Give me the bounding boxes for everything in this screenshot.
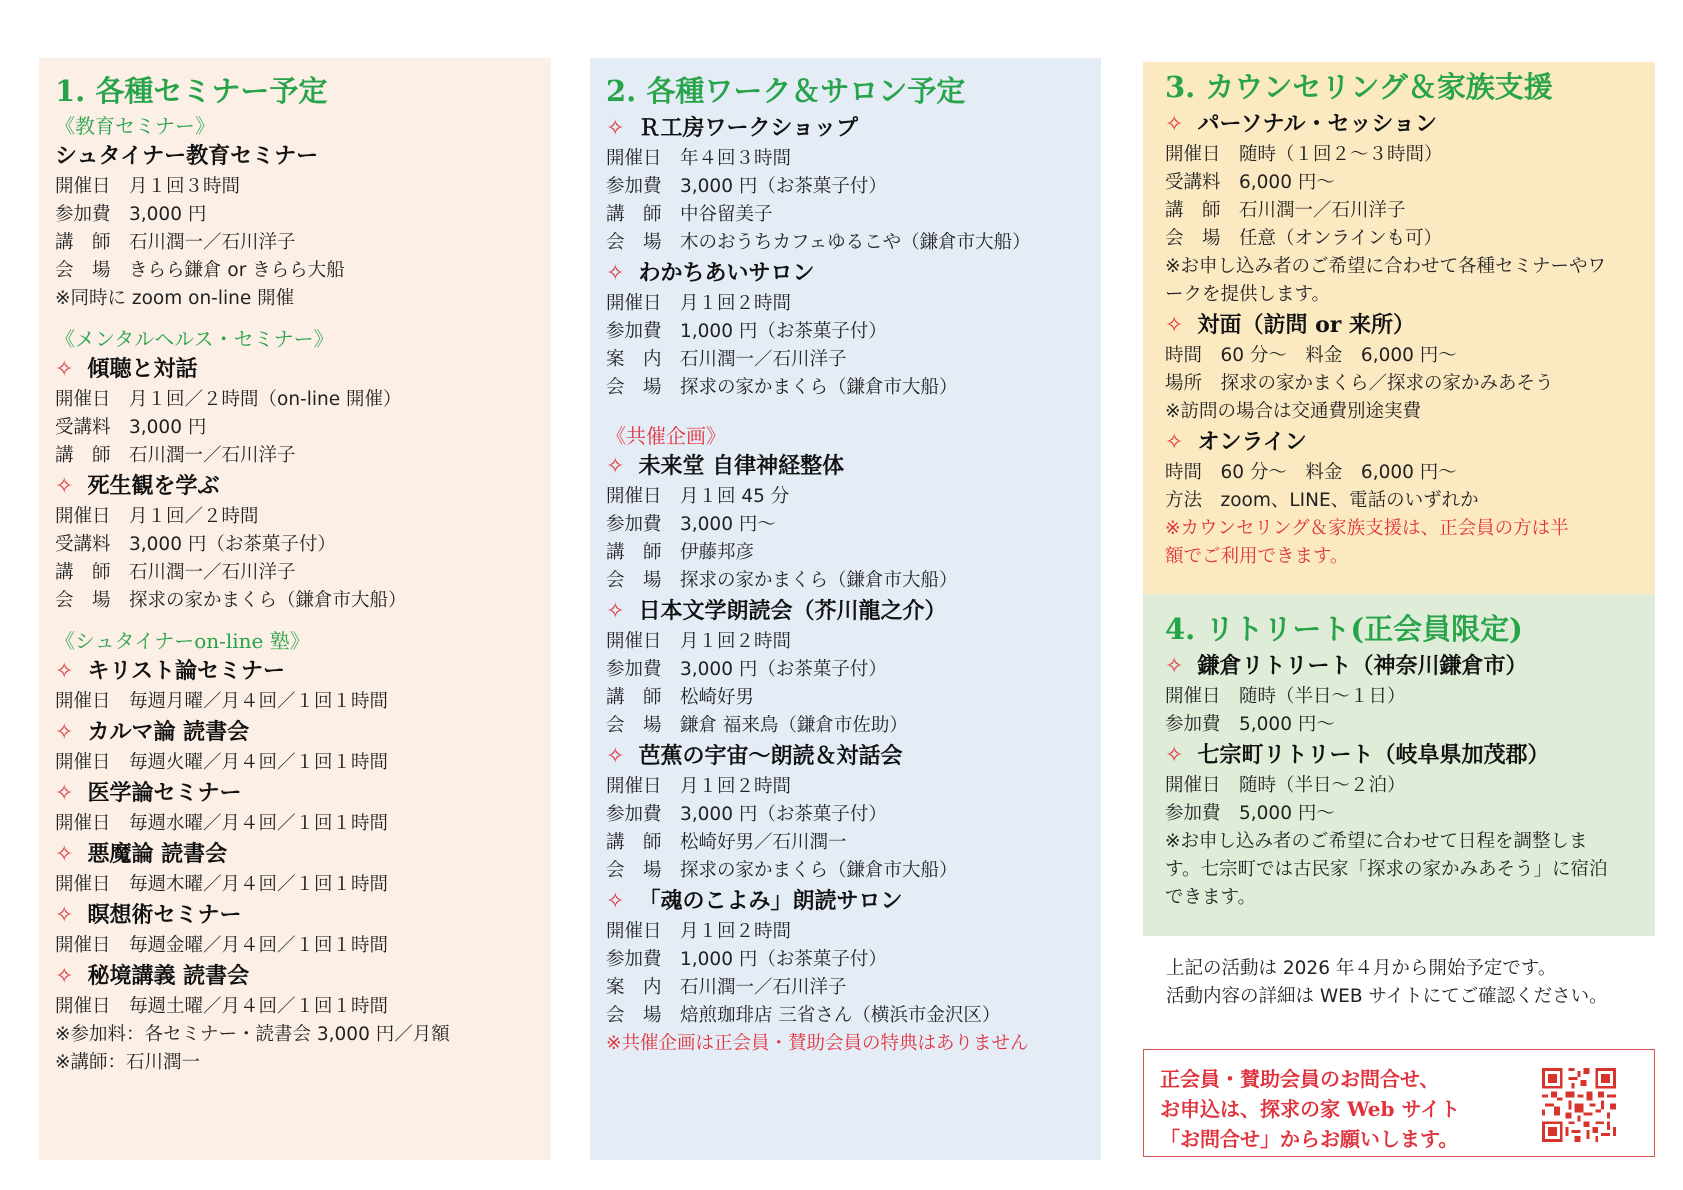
detail-line: 開催日 月１回２時間	[606, 776, 792, 797]
event-title: ✧ 死生観を学ぶ	[55, 473, 220, 499]
event-title: ✧ 瞑想術セミナー	[55, 902, 242, 928]
section-heading: 4. リトリート(正会員限定)	[1165, 612, 1523, 646]
detail-line: 会 場 焙煎珈琲店 三省さん（横浜市金沢区）	[606, 1005, 1001, 1026]
event-title: ✧ 悪魔論 読書会	[55, 841, 228, 867]
detail-line: できます。	[1165, 887, 1257, 908]
detail-line: 案 内 石川潤一／石川洋子	[606, 349, 847, 370]
detail-line: 講 師 伊藤邦彦	[606, 542, 755, 563]
detail-line: 開催日 月１回／２時間（on-line 開催）	[55, 389, 402, 410]
event-title: ✧ 鎌倉リトリート（神奈川鎌倉市）	[1165, 653, 1528, 679]
detail-line: 開催日 毎週火曜／月４回／１回１時間	[55, 752, 389, 773]
detail-line: ※お申し込み者のご希望に合わせて各種セミナーやワ	[1165, 256, 1607, 277]
detail-line: 開催日 毎週木曜／月４回／１回１時間	[55, 874, 389, 895]
detail-line: 参加費 3,000 円（お茶菓子付）	[606, 659, 887, 680]
detail-line: 開催日 毎週金曜／月４回／１回１時間	[55, 935, 389, 956]
sparkle-bullet-icon: ✧	[55, 964, 74, 989]
sparkle-bullet-icon: ✧	[1165, 743, 1184, 768]
sparkle-bullet-icon: ✧	[1165, 313, 1184, 338]
sparkle-bullet-icon: ✧	[55, 357, 74, 382]
detail-line: 講 師 石川潤一／石川洋子	[1165, 200, 1406, 221]
event-title: ✧ 未来堂 自律神経整体	[606, 453, 845, 479]
detail-line: 開催日 毎週月曜／月４回／１回１時間	[55, 691, 389, 712]
sparkle-bullet-icon: ✧	[606, 261, 625, 286]
detail-line: 会 場 きらら鎌倉 or きらら大船	[55, 260, 345, 281]
sparkle-bullet-icon: ✧	[606, 116, 625, 141]
detail-line: 開催日 月１回２時間	[606, 631, 792, 652]
sparkle-bullet-icon: ✧	[606, 889, 625, 914]
detail-line: 受講料 3,000 円（お茶菓子付）	[55, 534, 336, 555]
detail-line: 開催日 月１回２時間	[606, 293, 792, 314]
detail-line: 参加費 5,000 円～	[1165, 714, 1335, 735]
contact-line: お申込は、探求の家 Web サイト	[1160, 1097, 1461, 1121]
detail-line: 講 師 石川潤一／石川洋子	[55, 445, 296, 466]
event-title: ✧ 芭蕉の宇宙～朗読＆対話会	[606, 743, 903, 769]
detail-line: ※同時に zoom on-line 開催	[55, 288, 295, 309]
detail-line: 会 場 鎌倉 福来鳥（鎌倉市佐助）	[606, 715, 908, 736]
sparkle-bullet-icon: ✧	[606, 744, 625, 769]
event-title: ✧ 秘境講義 読書会	[55, 963, 250, 989]
detail-line: 講 師 松崎好男／石川潤一	[606, 832, 847, 853]
detail-line: 時間 60 分～ 料金 6,000 円～	[1165, 462, 1457, 483]
detail-line: 講 師 松崎好男	[606, 687, 755, 708]
event-title: ✧ Ｒ工房ワークショップ	[606, 115, 858, 141]
seminar-panel	[39, 58, 551, 1160]
sparkle-bullet-icon: ✧	[55, 720, 74, 745]
category-label: 《メンタルヘルス・セミナー》	[55, 327, 334, 351]
note-line: 額でご利用できます。	[1165, 546, 1349, 567]
qr-code-icon[interactable]	[1542, 1068, 1616, 1142]
sparkle-bullet-icon: ✧	[1165, 430, 1184, 455]
detail-line: 開催日 年４回３時間	[606, 148, 792, 169]
detail-line: 時間 60 分～ 料金 6,000 円～	[1165, 345, 1457, 366]
contact-box	[1143, 1049, 1655, 1157]
event-title: ✧ 傾聴と対話	[55, 356, 198, 382]
detail-line: 開催日 随時（１回２～３時間）	[1165, 144, 1443, 165]
detail-line: 開催日 随時（半日～２泊）	[1165, 775, 1406, 796]
sparkle-bullet-icon: ✧	[606, 599, 625, 624]
note-line: ※講師：石川潤一	[55, 1052, 201, 1073]
detail-line: 受講料 3,000 円	[55, 417, 207, 438]
section-heading: 3. カウンセリング＆家族支援	[1165, 70, 1553, 104]
event-title: ✧ 対面（訪問 or 来所）	[1165, 312, 1416, 338]
sparkle-bullet-icon: ✧	[55, 903, 74, 928]
detail-line: 参加費 1,000 円（お茶菓子付）	[606, 949, 887, 970]
category-label: 《教育セミナー》	[55, 114, 215, 138]
sparkle-bullet-icon: ✧	[1165, 112, 1184, 137]
contact-line: 正会員・賛助会員のお問合せ、	[1160, 1067, 1440, 1091]
detail-line: す。七宗町では古民家「探求の家かみあそう」に宿泊	[1165, 859, 1608, 880]
event-title: ✧ キリスト論セミナー	[55, 658, 285, 684]
detail-line: 開催日 月１回２時間	[606, 921, 792, 942]
retreat-panel	[1143, 594, 1655, 936]
info-text	[1166, 955, 1646, 1015]
sparkle-bullet-icon: ✧	[55, 781, 74, 806]
detail-line: 会 場 任意（オンラインも可）	[1165, 228, 1442, 249]
note-line: ※共催企画は正会員・賛助会員の特典はありません	[606, 1033, 1029, 1054]
event-title: ✧ 日本文学朗読会（芥川龍之介）	[606, 598, 947, 624]
sparkle-bullet-icon: ✧	[55, 842, 74, 867]
section-heading: 1. 各種セミナー予定	[55, 74, 328, 108]
detail-line: 講 師 石川潤一／石川洋子	[55, 562, 296, 583]
detail-line: 会 場 木のおうちカフェゆるこや（鎌倉市大船）	[606, 232, 1031, 253]
detail-line: ークを提供します。	[1165, 284, 1331, 305]
detail-line: 講 師 石川潤一／石川洋子	[55, 232, 296, 253]
detail-line: 開催日 毎週水曜／月４回／１回１時間	[55, 813, 389, 834]
event-title: ✧ パーソナル・セッション	[1165, 111, 1438, 137]
category-label: 《共催企画》	[606, 424, 726, 448]
category-label: 《シュタイナーon-line 塾》	[55, 629, 310, 653]
sparkle-bullet-icon: ✧	[606, 454, 625, 479]
work-salon-panel	[590, 58, 1101, 1160]
detail-line: 方法 zoom、LINE、電話のいずれか	[1165, 490, 1479, 511]
detail-line: ※訪問の場合は交通費別途実費	[1165, 401, 1422, 422]
detail-line: 参加費 3,000 円	[55, 204, 207, 225]
counseling-panel	[1143, 62, 1655, 594]
event-title: ✧ オンライン	[1165, 429, 1307, 455]
detail-line: 場所 探求の家かまくら／探求の家かみあそう	[1165, 373, 1554, 394]
detail-line: 開催日 月１回 45 分	[606, 486, 790, 507]
detail-line: 開催日 毎週土曜／月４回／１回１時間	[55, 996, 389, 1017]
event-title: ✧ わかちあいサロン	[606, 260, 815, 286]
note-line: ※カウンセリング＆家族支援は、正会員の方は半	[1165, 518, 1569, 539]
detail-line: 講 師 中谷留美子	[606, 204, 773, 225]
detail-line: 参加費 1,000 円（お茶菓子付）	[606, 321, 887, 342]
contact-line: 「お問合せ」からお願いします。	[1160, 1127, 1459, 1151]
detail-line: 会 場 探求の家かまくら（鎌倉市大船）	[55, 590, 407, 611]
detail-line: 受講料 6,000 円～	[1165, 172, 1335, 193]
detail-line: 参加費 3,000 円（お茶菓子付）	[606, 176, 887, 197]
detail-line: 会 場 探求の家かまくら（鎌倉市大船）	[606, 377, 958, 398]
detail-line: 開催日 月１回３時間	[55, 176, 241, 197]
info-line: 活動内容の詳細は WEB サイトにてご確認ください。	[1166, 986, 1608, 1007]
detail-line: 開催日 月１回／２時間	[55, 506, 259, 527]
detail-line: 参加費 3,000 円～	[606, 514, 776, 535]
detail-line: 案 内 石川潤一／石川洋子	[606, 977, 847, 998]
detail-line: ※お申し込み者のご希望に合わせて日程を調整しま	[1165, 831, 1588, 852]
sparkle-bullet-icon: ✧	[1165, 654, 1184, 679]
detail-line: 会 場 探求の家かまくら（鎌倉市大船）	[606, 860, 958, 881]
event-title: ✧ 「魂のこよみ」朗読サロン	[606, 888, 903, 914]
section-heading: 2. 各種ワーク＆サロン予定	[606, 74, 966, 108]
event-title: ✧ 七宗町リトリート（岐阜県加茂郡）	[1165, 742, 1550, 768]
detail-line: 開催日 随時（半日～１日）	[1165, 686, 1406, 707]
info-line: 上記の活動は 2026 年４月から開始予定です。	[1166, 958, 1557, 979]
detail-line: 参加費 3,000 円（お茶菓子付）	[606, 804, 887, 825]
event-title: ✧ 医学論セミナー	[55, 780, 242, 806]
note-line: ※参加料：各セミナー・読書会 3,000 円／月額	[55, 1024, 450, 1045]
sparkle-bullet-icon: ✧	[55, 474, 74, 499]
event-title: シュタイナー教育セミナー	[55, 143, 319, 169]
detail-line: 参加費 5,000 円～	[1165, 803, 1335, 824]
sparkle-bullet-icon: ✧	[55, 659, 74, 684]
event-title: ✧ カルマ論 読書会	[55, 719, 250, 745]
detail-line: 会 場 探求の家かまくら（鎌倉市大船）	[606, 570, 958, 591]
